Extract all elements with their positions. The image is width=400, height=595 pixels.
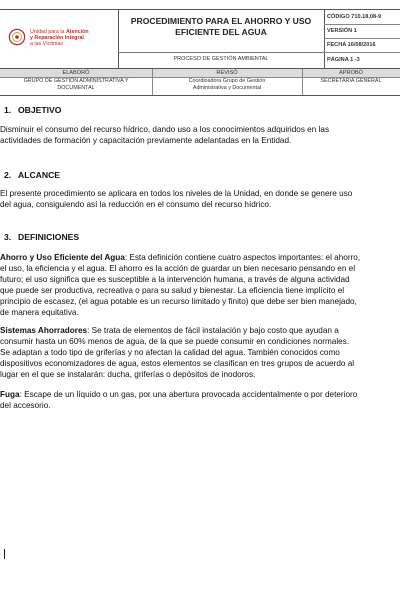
document-title: PROCEDIMIENTO PARA EL AHORRO Y USO EFICIENTE DEL AGUA: [130, 16, 312, 37]
section-heading-definiciones: 3. DEFINICIONES: [4, 232, 80, 242]
unidad-victimas-logo: [8, 28, 26, 46]
meta-divider: [324, 24, 400, 25]
reviso-header: REVISÓ: [152, 69, 302, 78]
meta-divider: [324, 38, 400, 39]
document-meta: [324, 10, 400, 68]
section-heading-alcance: 2. ALCANCE: [4, 170, 61, 180]
approval-table: [0, 69, 400, 96]
document-code: CÓDIGO 710.18.08-9: [327, 14, 382, 20]
document-header: [0, 9, 400, 69]
elaboro-header: ELABORÓ: [0, 69, 152, 78]
definition-term: Sistemas Ahorradores: [0, 326, 88, 335]
logo-text: Unidad para la Atención y Reparación Integral a las Víctimas: [30, 29, 89, 48]
logo-cell: [0, 10, 119, 68]
meta-divider: [324, 52, 400, 53]
document-version: VERSIÓN 1: [327, 28, 357, 34]
title-divider: [118, 52, 324, 53]
page-number: PÁGINA 1 -3: [327, 57, 360, 63]
text-cursor: [4, 549, 5, 559]
definition-sistemas-ahorradores: Sistemas Ahorradores: Se trata de elementos de fácil instalación y bajo costo que ayudan a consumir hasta un 60% menos de agua, de la que se puede consumir en condiciones normales. Se adaptan a todo tipo de griferías y no afectan la calidad del agua. También conocidos como dispositivos economizadores de agua, estos elementos se clasifican en tres grupos de acuerdo al lugar en el que se instalarán: ducha, griferías o depósitos de inodoros.: [0, 326, 355, 379]
document-date: FECHA 16/08/2016: [327, 42, 376, 48]
title-cell: [118, 10, 325, 68]
definition-fuga: Fuga: Escape de un líquido o un gas, por una abertura provocada accidentalmente o por deterioro del accesorio.: [0, 390, 358, 410]
definition-term: Fuga: [0, 390, 20, 399]
reviso-value: Coordinadora Grupo de Gestión Administrativa y Documental: [188, 78, 266, 91]
aprobo-header: APROBÓ: [302, 69, 400, 78]
objetivo-paragraph: Disminuir el consumo del recurso hídrico, dando uso a los conocimientos adquiridos en las actividades de formación y capacitación previamente adelantadas en la Entidad.: [0, 125, 330, 145]
process-name: PROCESO DE GESTIÓN AMBIENTAL: [173, 56, 269, 62]
alcance-paragraph: El presente procedimiento se aplicara en todos los niveles de la Unidad, en donde se genere uso del agua, consiguiendo así la reducción en el consumo del recurso hídrico.: [0, 189, 353, 209]
elaboro-value: GRUPO DE GESTIÓN ADMINISTRATIVA Y DOCUMENTAL: [23, 78, 129, 91]
section-heading-objetivo: 1. OBJETIVO: [4, 105, 62, 115]
definition-ahorro-uso-eficiente: Ahorro y Uso Eficiente del Agua: Esta definición contiene cuatro aspectos importantes: el ahorro, el uso, la eficiencia y el agua. El ahorro es la acción de guardar un bien necesario pensando en el futuro; el uso significa que es susceptible a la intervención humana, a través de alguna actividad que puede ser productiva, recreativa o para su salud y bienestar. La eficiencia tiene implícito el principio de escasez, (el agua potable es un recurso limitado y finito) que debe ser bien manejado, de manera equitativa.: [0, 253, 361, 317]
aprobo-value: SECRETARIA GENERAL: [320, 78, 382, 84]
definition-term: Ahorro y Uso Eficiente del Agua: [0, 253, 125, 262]
